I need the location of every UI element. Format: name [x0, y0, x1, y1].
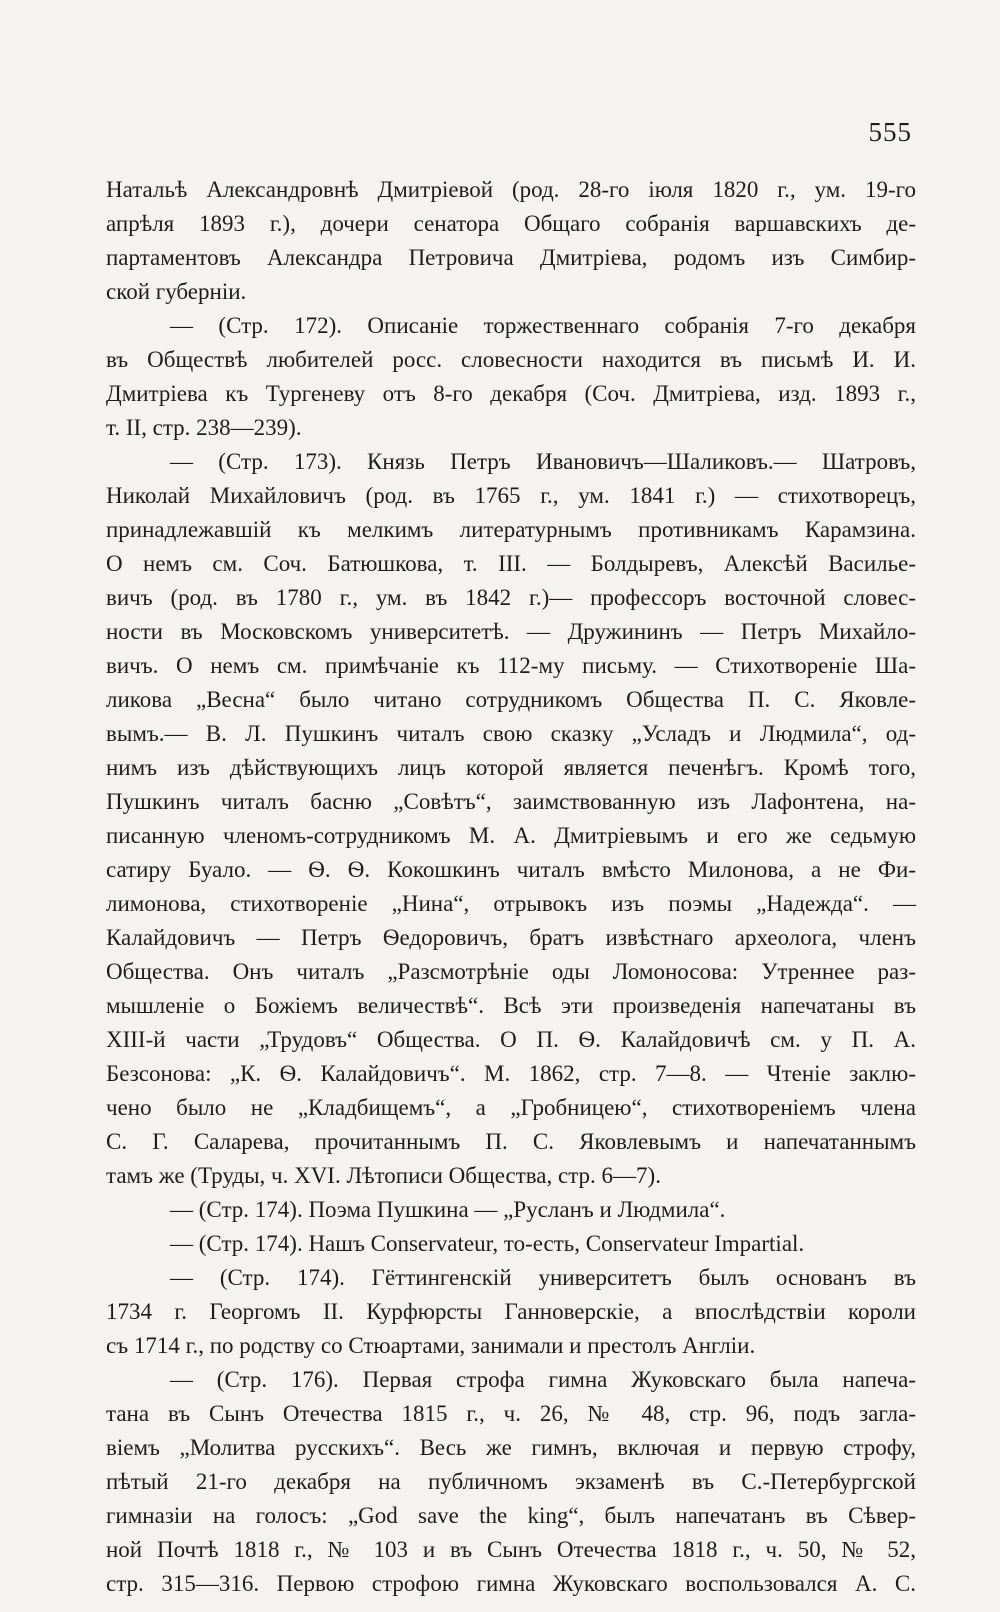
- text-line: партаментовъ Александра Петровича Дмитріева, родомъ изъ Симбир-: [106, 245, 916, 270]
- text-line: — (Стр. 174). Гёттингенскій университетъ былъ основанъ въ: [170, 1265, 916, 1290]
- text-line: сатиру Буало. — Ѳ. Ѳ. Кокошкинъ читалъ вмѣсто Милонова, а не Фи-: [106, 857, 916, 882]
- text-line: гимназіи на голосъ: „God save the king“, былъ напечатанъ въ Сѣвер-: [106, 1503, 916, 1528]
- text-line: віемъ „Молитва русскихъ“. Весь же гимнъ, включая и первую строфу,: [106, 1435, 916, 1460]
- text-line: въ Обществѣ любителей росс. словесности находится въ письмѣ И. И.: [106, 347, 916, 372]
- text-line: съ 1714 г., по родству со Стюартами, занимали и престолъ Англіи.: [106, 1333, 756, 1358]
- paragraph: [106, 173, 916, 1601]
- text-line: Николай Михайловичъ (род. въ 1765 г., ум. 1841 г.) — стихотворецъ,: [106, 483, 916, 508]
- text-line: нимъ изъ дѣйствующихъ лицъ которой является печенѣгъ. Кромѣ того,: [106, 755, 916, 780]
- text-line: ликова „Весна“ было читано сотрудникомъ Общества П. С. Яковле-: [106, 687, 916, 712]
- text-line: Безсонова: „К. Ѳ. Калайдовичъ“. М. 1862, стр. 7—8. — Чтеніе заклю-: [106, 1061, 916, 1086]
- text-line: пѣтый 21-го декабря на публичномъ экзаменѣ въ С.-Петербургской: [106, 1469, 916, 1494]
- text-line: т. II, стр. 238—239).: [106, 415, 302, 440]
- text-line: Калайдовичъ — Петръ Ѳедоровичъ, братъ извѣстнаго археолога, членъ: [106, 925, 916, 950]
- text-line: тамъ же (Труды, ч. XVI. Лѣтописи Общества, стр. 6—7).: [106, 1163, 661, 1188]
- text-line: вичъ (род. въ 1780 г., ум. въ 1842 г.)— профессоръ восточной словес-: [106, 585, 916, 610]
- text-line: вымъ.— В. Л. Пушкинъ читалъ свою сказку „Усладъ и Людмила“, од-: [106, 721, 916, 746]
- text-line: — (Стр. 174). Нашъ Conservateur, то-есть, Conservateur Impartial.: [170, 1231, 805, 1256]
- text-line: писанную членомъ-сотрудникомъ М. А. Дмитріевымъ и его же седьмую: [106, 823, 916, 848]
- text-line: 1734 г. Георгомъ II. Курфюрсты Ганноверскіе, а впослѣдствіи короли: [106, 1299, 916, 1324]
- text-line: О немъ см. Соч. Батюшкова, т. III. — Болдыревъ, Алексѣй Василье-: [106, 551, 916, 576]
- text-line: XIII-й части „Трудовъ“ Общества. О П. Ѳ. Калайдовичѣ см. у П. А.: [106, 1027, 916, 1052]
- text-line: — (Стр. 173). Князь Петръ Ивановичъ—Шаликовъ.— Шатровъ,: [170, 449, 916, 474]
- text-line: — (Стр. 176). Первая строфа гимна Жуковскаго была напеча-: [170, 1367, 916, 1392]
- text-line: мышленіе о Божіемъ величествѣ“. Всѣ эти произведенія напечатаны въ: [106, 993, 916, 1018]
- text-line: тана въ Сынъ Отечества 1815 г., ч. 26, № 48, стр. 96, подъ загла-: [106, 1401, 916, 1426]
- text-line: С. Г. Саларева, прочитаннымъ П. С. Яковлевымъ и напечатаннымъ: [106, 1129, 916, 1154]
- text-line: ской губерніи.: [106, 279, 247, 304]
- text-line: Пушкинъ читалъ басню „Совѣтъ“, заимствованную изъ Лафонтена, на-: [106, 789, 916, 814]
- text-line: ности въ Московскомъ университетѣ. — Дружининъ — Петръ Михайло-: [106, 619, 916, 644]
- page-number: 555: [868, 117, 912, 147]
- text-line: вичъ. О немъ см. примѣчаніе къ 112-му письму. — Стихотвореніе Ша-: [106, 653, 916, 678]
- text-line: лимонова, стихотвореніе „Нина“, отрывокъ изъ поэмы „Надежда“. —: [106, 891, 916, 916]
- text-line: ной Почтѣ 1818 г., № 103 и въ Сынъ Отечества 1818 г., ч. 50, № 52,: [106, 1537, 916, 1562]
- text-line: — (Стр. 174). Поэма Пушкина — „Русланъ и Людмила“.: [170, 1197, 726, 1222]
- text-line: стр. 315—316. Первою строфою гимна Жуковскаго воспользовался А. С.: [106, 1571, 916, 1596]
- text-line: апрѣля 1893 г.), дочери сенатора Общаго собранія варшавскихъ де-: [106, 211, 916, 236]
- text-line: Натальѣ Александровнѣ Дмитріевой (род. 28-го іюля 1820 г., ум. 19-го: [106, 177, 916, 202]
- text-line: чено было не „Кладбищемъ“, а „Гробницею“, стихотвореніемъ члена: [106, 1095, 916, 1120]
- text-line: Дмитріева къ Тургеневу отъ 8-го декабря (Соч. Дмитріева, изд. 1893 г.,: [106, 381, 916, 406]
- text-line: принадлежавшій къ мелкимъ литературнымъ противникамъ Карамзина.: [106, 517, 916, 542]
- text-line: Общества. Онъ читалъ „Разсмотрѣніе оды Ломоносова: Утреннее раз-: [106, 959, 916, 984]
- text-line: — (Стр. 172). Описаніе торжественнаго собранія 7-го декабря: [170, 313, 916, 338]
- body-text: [106, 173, 916, 1601]
